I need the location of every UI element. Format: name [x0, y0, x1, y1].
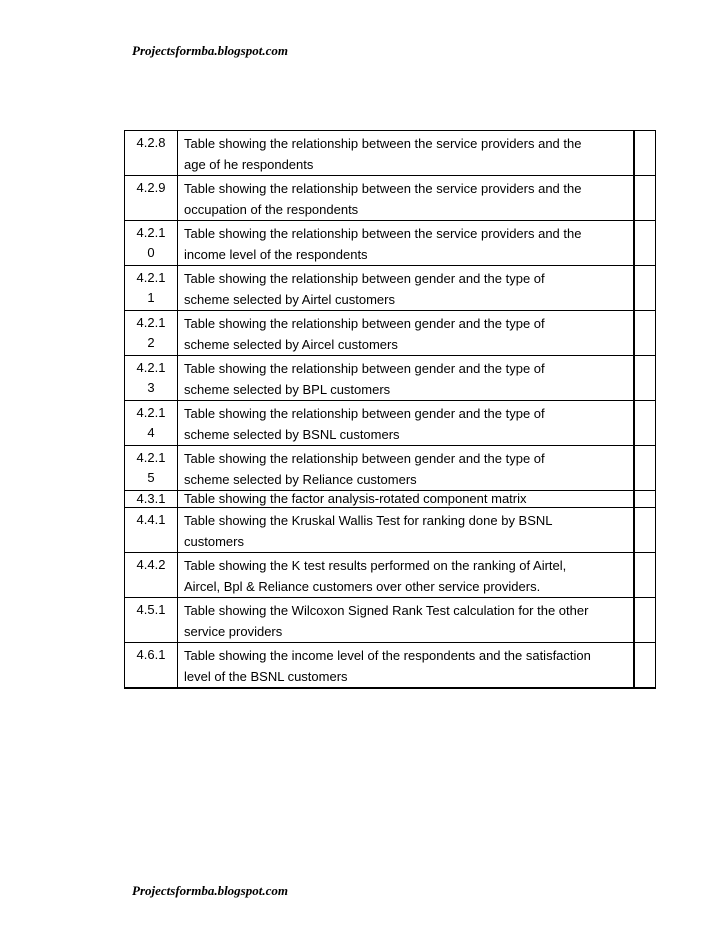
- table-title-cell: [178, 598, 635, 643]
- table-number-cell: [125, 598, 178, 643]
- table-title-cell: [178, 176, 635, 221]
- table-row: [125, 446, 656, 491]
- list-of-tables: [124, 130, 656, 689]
- table-title-line: Table showing the relationship between the service providers and the: [184, 181, 582, 196]
- table-title-cell: [178, 221, 635, 266]
- table-title-cell: [178, 356, 635, 401]
- table-row: [125, 356, 656, 401]
- table-row: [125, 176, 656, 221]
- table-number: 4.4.1: [136, 512, 166, 527]
- table-row: [125, 491, 656, 508]
- page-number-cell: [634, 491, 656, 508]
- table-title-cell: [178, 401, 635, 446]
- page-number-cell: [634, 598, 656, 643]
- page-number-cell: [634, 446, 656, 491]
- table-number-cell: [125, 446, 178, 491]
- table-title-line: Aircel, Bpl & Reliance customers over other service providers.: [184, 579, 541, 594]
- table-title-cell: [178, 553, 635, 598]
- table-row: [125, 643, 656, 689]
- table-title-cell: [178, 131, 635, 176]
- table-number-cell: [125, 553, 178, 598]
- table-title-line: Table showing the Kruskal Wallis Test for ranking done by BSNL: [184, 513, 553, 528]
- table-number: 3: [147, 380, 155, 395]
- table-row: [125, 311, 656, 356]
- table-title-line: Table showing the factor analysis-rotated component matrix: [184, 491, 527, 506]
- table-number: 4.2.1: [136, 450, 166, 465]
- page-footer: Projectsformba.blogspot.com: [132, 883, 288, 898]
- table-title-line: Table showing the income level of the respondents and the satisfaction: [184, 648, 591, 663]
- table-title-line: age of he respondents: [184, 157, 314, 172]
- table-number: 4.2.1: [136, 405, 166, 420]
- table-number-cell: [125, 131, 178, 176]
- table-number: 4.2.1: [136, 270, 166, 285]
- table-number: 4.6.1: [136, 647, 166, 662]
- table-number: 2: [147, 335, 155, 350]
- table-title-line: Table showing the relationship between the service providers and the: [184, 226, 582, 241]
- table-number-cell: [125, 356, 178, 401]
- table-title-line: scheme selected by BSNL customers: [184, 427, 400, 442]
- table-title-line: Table showing the relationship between the service providers and the: [184, 136, 582, 151]
- table-title-line: income level of the respondents: [184, 247, 368, 262]
- table-title-line: level of the BSNL customers: [184, 669, 348, 684]
- table-number: 4.4.2: [136, 557, 166, 572]
- table-title-line: occupation of the respondents: [184, 202, 359, 217]
- table-title-line: scheme selected by Reliance customers: [184, 472, 417, 487]
- page-number-cell: [634, 508, 656, 553]
- table-row: [125, 221, 656, 266]
- table-title-line: scheme selected by BPL customers: [184, 382, 391, 397]
- table-title-line: service providers: [184, 624, 283, 639]
- table-title-line: Table showing the relationship between gender and the type of: [184, 316, 545, 331]
- table-number: 1: [147, 290, 155, 305]
- table-title-cell: [178, 508, 635, 553]
- page-number-cell: [634, 176, 656, 221]
- table-title-cell: [178, 491, 635, 508]
- table-title-cell: [178, 266, 635, 311]
- table-title-line: scheme selected by Aircel customers: [184, 337, 398, 352]
- table-row: [125, 401, 656, 446]
- table-title-line: Table showing the relationship between gender and the type of: [184, 406, 545, 421]
- table-row: [125, 131, 656, 176]
- table-number: 4.2.9: [136, 180, 166, 195]
- table-row: [125, 266, 656, 311]
- page-header: Projectsformba.blogspot.com: [132, 43, 288, 58]
- table-number: 4.2.1: [136, 225, 166, 240]
- table-number-cell: [125, 221, 178, 266]
- table-number-cell: [125, 266, 178, 311]
- table-title-line: Table showing the K test results performed on the ranking of Airtel,: [184, 558, 567, 573]
- table-number-cell: [125, 401, 178, 446]
- table-number: 4.2.1: [136, 315, 166, 330]
- table-number: 4: [147, 425, 155, 440]
- table-number: 4.2.1: [136, 360, 166, 375]
- table-title-line: customers: [184, 534, 244, 549]
- table-row: [125, 598, 656, 643]
- page-number-cell: [634, 311, 656, 356]
- table-number-cell: [125, 176, 178, 221]
- page-number-cell: [634, 266, 656, 311]
- page-number-cell: [634, 553, 656, 598]
- table-title-line: Table showing the relationship between gender and the type of: [184, 361, 545, 376]
- table-title-line: Table showing the Wilcoxon Signed Rank Test calculation for the other: [184, 603, 589, 618]
- table-title-cell: [178, 311, 635, 356]
- table-title-cell: [178, 446, 635, 491]
- page-number-cell: [634, 221, 656, 266]
- table-number: 4.2.8: [136, 135, 166, 150]
- page-number-cell: [634, 643, 656, 689]
- page-number-cell: [634, 356, 656, 401]
- table-number: 5: [147, 470, 155, 485]
- table-number-cell: [125, 491, 178, 508]
- table-number-cell: [125, 508, 178, 553]
- table-number: 4.5.1: [136, 602, 166, 617]
- table-title-cell: [178, 643, 635, 689]
- table-title-line: Table showing the relationship between gender and the type of: [184, 271, 545, 286]
- table-title-line: scheme selected by Airtel customers: [184, 292, 395, 307]
- table-row: [125, 508, 656, 553]
- table-number: 0: [147, 245, 155, 260]
- table-number-cell: [125, 311, 178, 356]
- table-row: [125, 553, 656, 598]
- page-number-cell: [634, 401, 656, 446]
- table-number: 4.3.1: [136, 491, 166, 506]
- page-number-cell: [634, 131, 656, 176]
- table-number-cell: [125, 643, 178, 689]
- table-title-line: Table showing the relationship between gender and the type of: [184, 451, 545, 466]
